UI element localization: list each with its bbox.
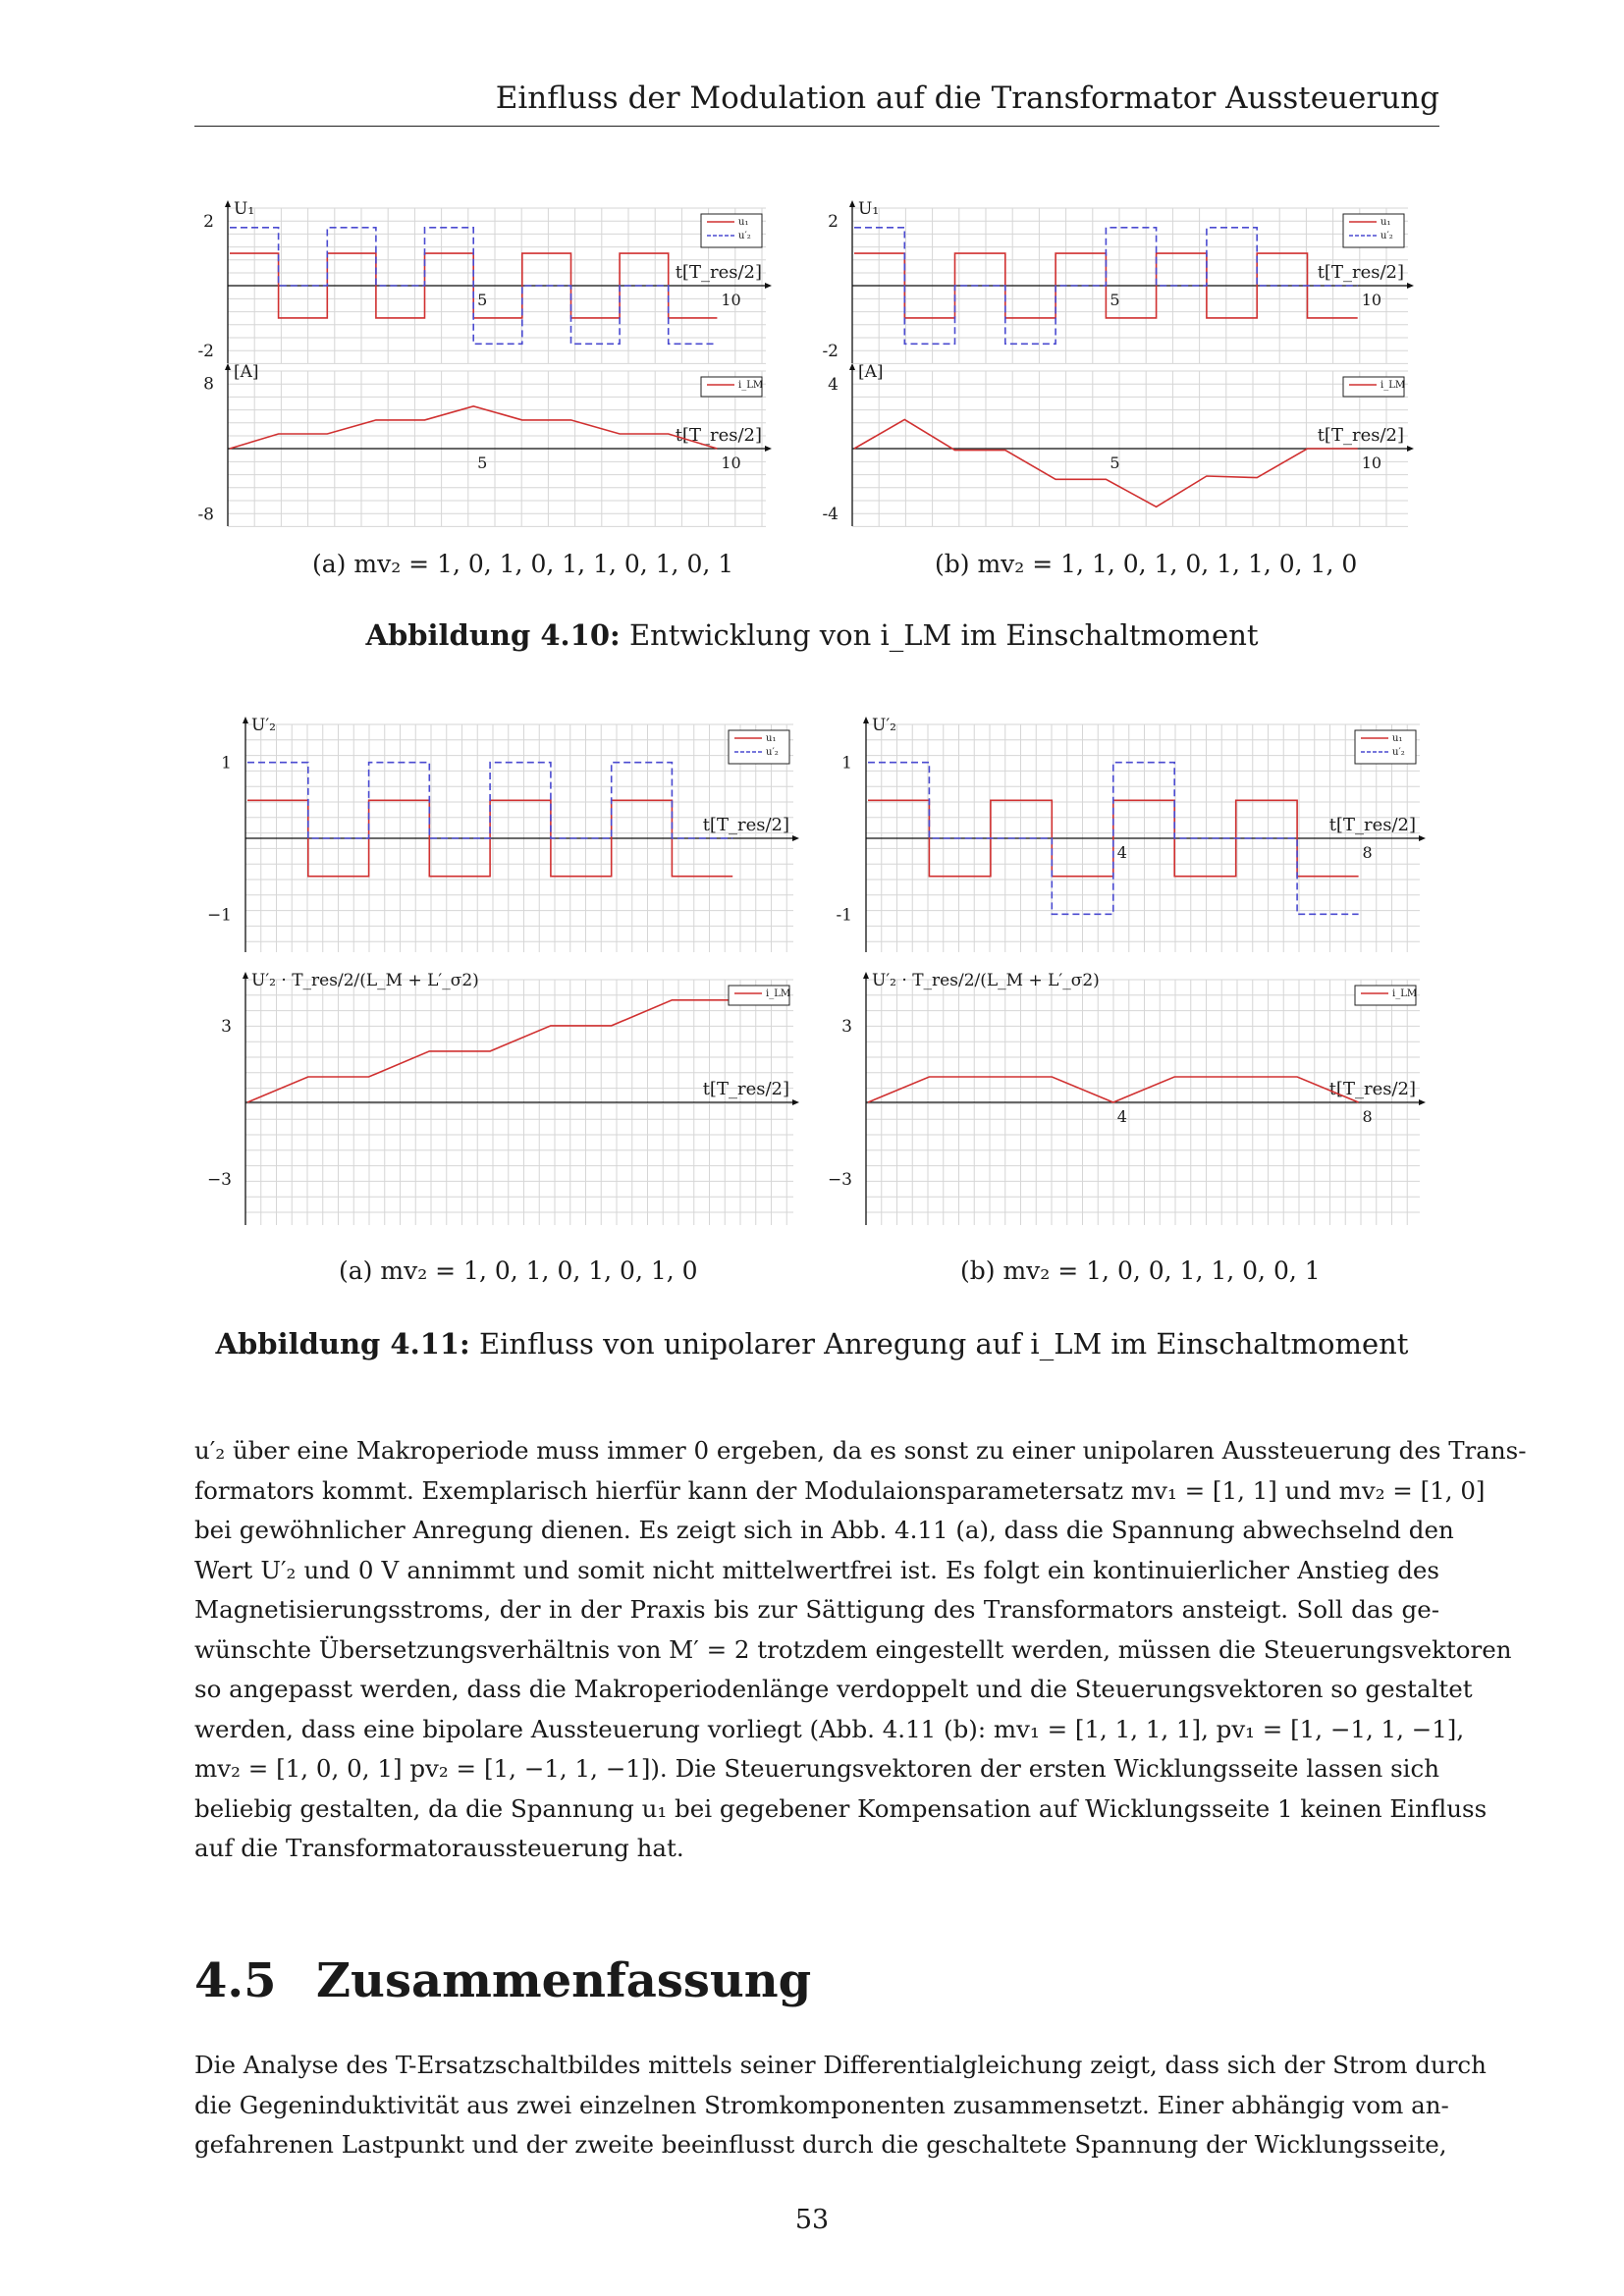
x-axis-label: t[T_res/2] [1317,425,1404,446]
legend-label: u′₂ [766,747,779,758]
y-tick-label: −3 [206,1170,232,1191]
legend-label: u′₂ [738,231,751,241]
legend-label: i_LM [738,380,764,391]
figure-4-10-caption [0,618,1624,652]
subcaption-4-10a: (a) mv₂ = 1, 0, 1, 0, 1, 1, 0, 1, 0, 1 [312,550,734,578]
chart-panel-4.10a-top [197,199,772,363]
y-axis-label: [A] [858,362,884,382]
chart-panel-4.11b-top [836,716,1426,952]
body-paragraph-2 [194,2046,1487,2165]
chart-panel-4.10b-top [822,199,1414,363]
x-axis-arrow [1407,283,1414,289]
y-tick-label: 1 [841,753,852,774]
y-tick-label: 1 [221,753,232,774]
paragraph-line: mv₂ = [1, 0, 0, 1] pv₂ = [1, −1, 1, −1]). Die Steuerungsvektoren der ersten Wicklungsseite lassen sich [194,1754,1439,1783]
x-axis-label: t[T_res/2] [1328,815,1416,835]
section-number: 4.5 [194,1953,277,2008]
x-tick-label: 5 [477,291,488,309]
legend-label: i_LM [1380,380,1406,391]
y-axis-label: U₁ [234,199,255,219]
x-tick-label: 4 [1116,843,1127,862]
x-axis-label: t[T_res/2] [1317,262,1404,283]
x-tick-label: 5 [1110,454,1120,472]
chart-panel-4.11a-top [207,716,799,952]
legend-label: i_LM [1392,988,1418,999]
y-axis-arrow [849,200,855,207]
x-axis-label: t[T_res/2] [1328,1079,1416,1099]
running-title: Einfluss der Modulation auf die Transformator Aussteuerung [495,80,1439,116]
y-axis-label: [A] [234,362,259,382]
x-axis-label: t[T_res/2] [702,1079,789,1099]
paragraph-line: gefahrenen Lastpunkt und der zweite beeinflusst durch die geschaltete Spannung der Wicklungsseite, [194,2130,1447,2159]
x-tick-label: 4 [1116,1107,1127,1126]
y-tick-label: -2 [197,341,214,361]
paragraph-line: die Gegeninduktivität aus zwei einzelnen Stromkomponenten zusammensetzt. Einer abhängig vom an- [194,2090,1449,2119]
y-axis-arrow [243,972,248,979]
page-number: 53 [794,2205,830,2235]
x-tick-label: 8 [1362,843,1373,862]
y-tick-label: 3 [841,1016,852,1037]
paragraph-line: Magnetisierungsstroms, der in der Praxis bis zur Sättigung des Transformators ansteigt. Soll das ge- [194,1595,1439,1624]
x-axis-arrow [1419,835,1426,841]
chart-panel-4.10a-bottom [197,362,772,526]
y-axis-label: U′₂ [251,716,277,735]
y-tick-label: -2 [822,341,839,361]
x-axis-label: t[T_res/2] [675,425,762,446]
y-tick-label: −1 [206,905,232,926]
section-heading [194,1953,811,2008]
subcaption-4-11a: (a) mv₂ = 1, 0, 1, 0, 1, 0, 1, 0 [339,1256,698,1285]
y-axis-label: U′₂ · T_res/2/(L_M + L′_σ2) [872,971,1100,990]
y-axis-label: U₁ [858,199,880,219]
figure-4-11-caption [0,1327,1624,1361]
y-axis-arrow [225,200,231,207]
y-tick-label: -1 [836,905,852,926]
legend-label: i_LM [766,988,791,999]
legend-box [729,730,789,764]
y-tick-label: -8 [197,505,214,525]
x-axis-arrow [792,1099,799,1105]
series-line-i_LM [854,419,1358,507]
paragraph-line: beliebig gestalten, da die Spannung u₁ bei gegebener Kompensation auf Wicklungsseite 1 keinen Einfluss [194,1793,1488,1823]
legend-label: u₁ [1392,733,1403,744]
y-axis-arrow [849,363,855,370]
series-line-i_LM [247,1000,732,1102]
figure-4-10-label: Abbildung 4.10: [365,618,621,652]
x-tick-label: 8 [1362,1107,1373,1126]
legend-label: u′₂ [1392,747,1405,758]
y-axis-arrow [243,717,248,723]
paragraph-line: Wert U′₂ und 0 V annimmt und somit nicht mittelwertfrei ist. Es folgt ein kontinuierlicher Anstieg des [194,1555,1439,1584]
legend-box [1355,730,1416,764]
y-axis-arrow [863,972,869,979]
chart-panel-4.10b-bottom [822,362,1414,526]
body-paragraph-1 [194,1431,1527,1869]
paragraph-line: bei gewöhnlicher Anregung dienen. Es zeigt sich in Abb. 4.11 (a), dass die Spannung abwechselnd den [194,1516,1454,1544]
legend-label: u₁ [738,217,749,228]
x-axis-arrow [765,283,772,289]
section-title: Zusammenfassung [316,1953,812,2008]
x-axis-arrow [765,446,772,452]
x-tick-label: 10 [721,291,741,309]
figure-4-10-text: Entwicklung von i_LM im Einschaltmoment [628,618,1259,652]
y-tick-label: 2 [203,212,214,233]
y-tick-label: 4 [828,375,839,396]
figure-4-11-label: Abbildung 4.11: [215,1327,470,1361]
y-tick-label: 8 [203,374,214,395]
legend-label: u′₂ [1380,231,1393,241]
subcaption-4-11b: (b) mv₂ = 1, 0, 0, 1, 1, 0, 0, 1 [960,1256,1321,1285]
chart-panel-4.11b-bottom [828,971,1426,1225]
paragraph-line: formators kommt. Exemplarisch hierfür kann der Modulaionsparametersatz mv₁ = [1, 1] und mv₂ = [1, 0] [194,1475,1486,1505]
x-axis-arrow [1407,446,1414,452]
legend-box [701,214,762,247]
paragraph-line: auf die Transformatoraussteuerung hat. [194,1834,684,1862]
legend-label: u₁ [766,733,777,744]
x-tick-label: 5 [1110,291,1120,309]
y-tick-label: 2 [828,212,839,233]
x-axis-arrow [792,835,799,841]
paragraph-line: Die Analyse des T-Ersatzschaltbildes mittels seiner Differentialgleichung zeigt, dass sich der Strom durch [194,2051,1487,2079]
y-axis-arrow [225,363,231,370]
x-axis-arrow [1419,1099,1426,1105]
y-tick-label: −3 [827,1170,852,1191]
paragraph-line: so angepasst werden, dass die Makroperiodenlänge verdoppelt und die Steuerungsvektoren so gestaltet [194,1675,1473,1703]
y-tick-label: 3 [221,1016,232,1037]
subcaption-4-10b: (b) mv₂ = 1, 1, 0, 1, 0, 1, 1, 0, 1, 0 [935,550,1358,578]
y-tick-label: -4 [822,504,839,524]
x-tick-label: 10 [1361,454,1382,472]
x-axis-label: t[T_res/2] [702,815,789,835]
legend-box [1343,214,1404,247]
legend-label: u₁ [1380,217,1391,228]
paragraph-line: u′₂ über eine Makroperiode muss immer 0 ergeben, da es sonst zu einer unipolaren Aussteuerung des Trans- [194,1436,1527,1465]
series-line-i_LM [230,406,717,449]
y-axis-label: U′₂ · T_res/2/(L_M + L′_σ2) [251,971,479,990]
x-tick-label: 5 [477,454,488,472]
chart-panel-4.11a-bottom [207,971,799,1225]
y-axis-label: U′₂ [872,716,897,735]
paragraph-line: wünschte Übersetzungsverhältnis von M′ = 2 trotzdem eingestellt werden, müssen die Steuerungsvektoren [194,1634,1512,1664]
paragraph-line: werden, dass eine bipolare Aussteuerung vorliegt (Abb. 4.11 (b): mv₁ = [1, 1, 1, 1], pv₁ = [1, −1, 1, −1], [194,1714,1465,1743]
figure-4-11-text: Einfluss von unipolarer Anregung auf i_LM im Einschaltmoment [478,1327,1409,1361]
x-tick-label: 10 [1361,291,1382,309]
x-axis-label: t[T_res/2] [675,262,762,283]
y-axis-arrow [863,717,869,723]
x-tick-label: 10 [721,454,741,472]
